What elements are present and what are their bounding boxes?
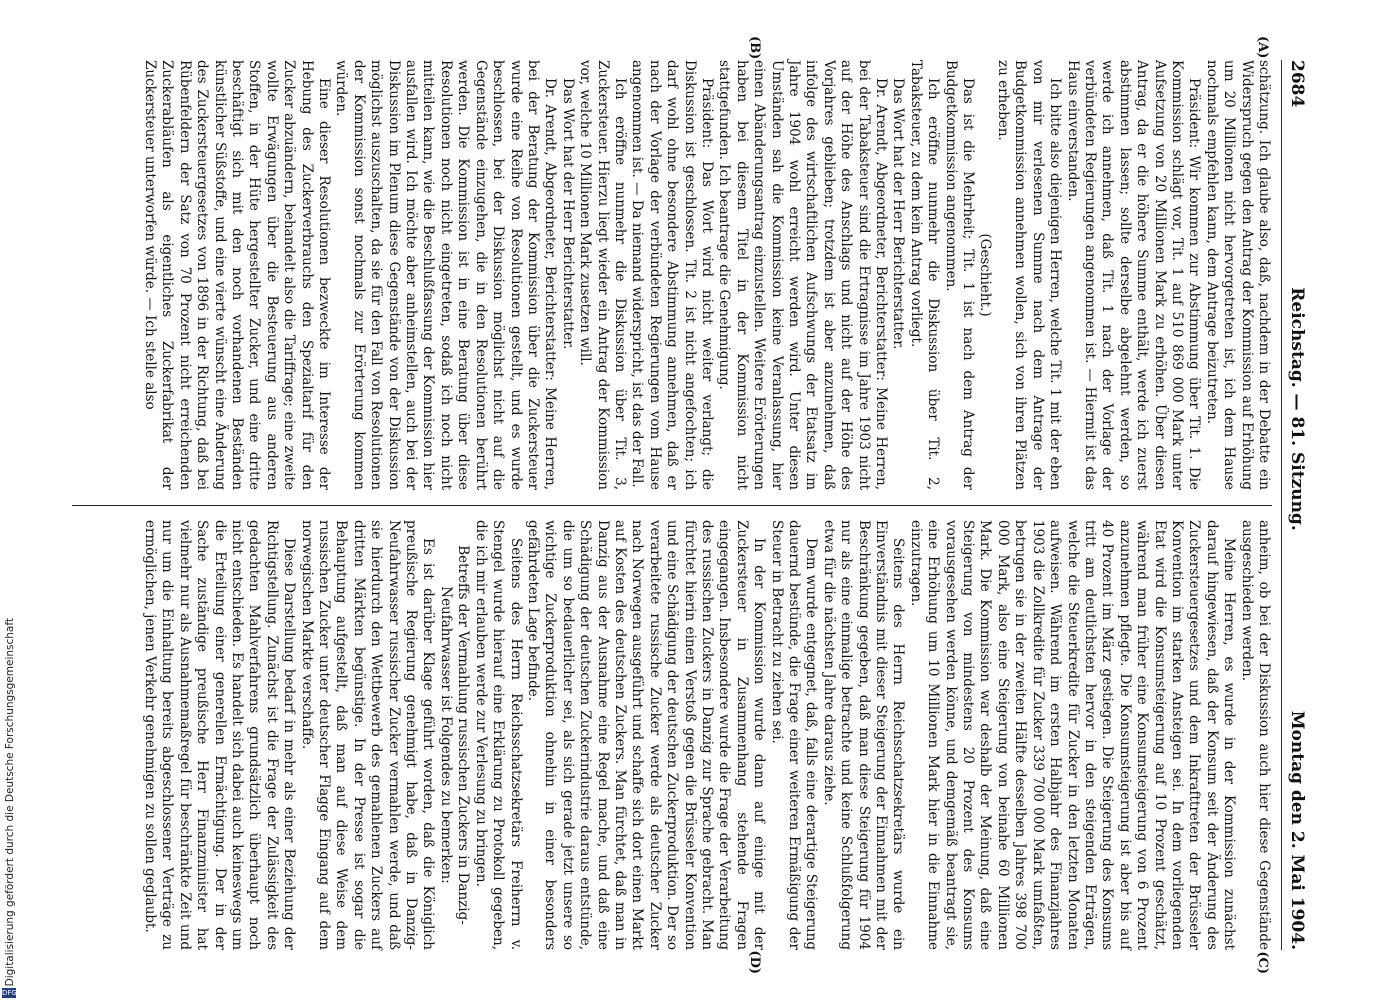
paragraph: Ich eröffne nunmehr die Diskussion über Tit. 3, Zuckersteuer. Hierzu liegt wieder ein Antrag der Kommission vor, welche 10 Millionen Mark zusetzen will. xyxy=(576,60,628,490)
paragraph: Seitens des Herrn Reichsschatzsekretärs Freiherrn v. Stengel wurde hierauf eine Erklärung zu Protokoll gegeben, die ich mir erlauben werde zur Verlesung zu bringen. xyxy=(472,520,524,950)
paragraph: Eine dieser Resolutionen bezweckte im Interesse der Hebung des Zuckerverbrauchs den Spezialtarif für den Zucker abzuändern, behandelt also die Tariffrage; eine zweite wollte Erwägungen über die Besteuerung aus anderen Stoffen, in der Hüte hergestellter Zucker, und eine dritte beschäftigt sich mit den noch vorhandenen Beständen künstlicher Süßstoffe, und eine vierte wünscht eine Änderung des Zuckersteuergesetzes von 1896 in der Richtung, daß bei Rübenfeldern der Satz von 70 Prozent nicht erreichenden Zuckerabläufen als eigentliches Zuckerfabrikat der Zuckersteuer unterworfen würde. — Ich stelle also xyxy=(141,60,332,490)
margin-marker-a: (A) xyxy=(1254,36,1270,59)
paragraph: Meine Herren, es wurde in der Kommission zunächst darauf hingewiesen, daß der Konsum seit der Änderung des Zuckersteuergesetzes und dem Inkrafttreten der Brüsseler Konvention im starken Ansteigen sei. In dem vorliegenden Etat wird die Konsumsteigerung auf 10 Prozent geschätzt, während man früher eine Konsumsteigerung von 6 Prozent anzunehmen pflegte. Die Konsumsteigerung ist aber bis auf 40 Prozent im März gestiegen. Die Steigerung des Konsums tritt am deutlichsten hervor in den steigenden Erträgen, welche die Steuerkredite für Zucker in den letzten Monaten aufweisen. Während im ersten Halbjahr des Finanzjahres 1903 die Zollkredite für Zucker 339 700 000 Mark umfaßten, betrugen sie in der zweiten Hälfte desselben Jahres 398 700 000 Mark, also eine Steigerung von beinahe 60 Millionen Mark. Die Kommission war deshalb der Meinung, daß eine Steigerung von mindestens 20 Prozent des Konsums vorausgesehen werden könne, und demgemäß beantragt sie, eine Erhöhung um 10 Millionen Mark hier in die Einnahme einzutragen. xyxy=(907,520,1237,950)
page-header xyxy=(1281,60,1312,950)
margin-marker-b: (B) xyxy=(746,36,762,60)
paragraph: Das Wort hat der Herr Berichterstatter. xyxy=(559,78,576,350)
paragraph: Das Wort hat der Herr Berichterstatter. xyxy=(889,78,906,350)
paragraph: (Geschieht.) xyxy=(977,233,993,317)
session-title: Reichstag. — 81. Sitzung. xyxy=(1286,287,1307,531)
paragraph: schätzung. Ich glaube also, daß, nachdem in der Debatte ein Widerspruch gegen den Antrag der Kommission auf Erhöhung um 20 Millionen nicht hervorgetreten ist, ich dem Hause nochmals empfehlen kann, dem Antrage beizutreten. xyxy=(1203,60,1272,490)
digitization-credit: Digitalisierung gefördert durch die Deutsche Forschungsgemeinschaft xyxy=(4,617,16,986)
paragraph: Ich bitte also diejenigen Herren, welche Tit. 1 mit der eben von mir verlesenen Summe nach dem Antrage der Budgetkommission annehmen wollen, sich von ihren Plätzen zu erheben. xyxy=(994,60,1063,490)
paragraph: Es ist darüber Klage geführt worden, daß die Königlich preußische Regierung genehmigt habe, daß in Danzig-Neufahrwasser russischer Zucker vermahlen werde, und daß sie hierdurch den Wettbewerb des gemahlenen Zuckers auf dritten Märkten begünstige. In der Presse ist sogar die Behauptung aufgestellt, daß man auf diese Weise dem russischen Zucker unter deutscher Flagge Eingang auf dem norwegischen Markte verschaffe. xyxy=(298,520,436,950)
paragraph: In der Kommission wurde dann auf einige mit der Zuckersteuer in Zusammenhang stehende Fragen eingegangen. Insbesondere wurde die Frage der Verarbeitung des russischen Zuckers in Danzig zur Sprache gebracht. Man fürchtet hierin einen Verstoß gegen die Brüsseler Konvention und eine Schädigung der deutschen Zuckerproduktion. Der so verarbeitete russische Zucker werde als deutscher Zucker nach Norwegen ausgeführt und schaffe sich dort einen Markt auf Kosten des deutschen Zuckers. Man fürchtet, daß man in Danzig aus der Ausnahme eine Regel mache, und daß eine Schädigung der deutschen Zuckerindustrie daraus entstünde, die um so bedauerlicher sei, als sich gerade jetzt unsere so wichtige Zuckerproduktion ohnehin in einer besonders gefährdeten Lage befinde. xyxy=(524,520,767,950)
paragraph: Diese Darstellung bedarf in mehr als einer Beziehung der Richtigstellung. Zunächst ist die Frage der Zulässigkeit des gedachten Mahlverfahrens grundsätzlich überhaupt noch nicht entschieden. Es handelt sich dabei auch keineswegs um die Erteilung einer generellen Ermächtigung. Der in der Sache zuständige preußische Herr Finanzminister hat vielmehr nur als Ausnahmemaßregel für beschränkte Zeit und nur um die Einhaltung bereits abgeschlossener Verträge zu ermöglichen, jenen Verkehr genehmigen zu sollen geglaubt. xyxy=(141,520,297,950)
paragraph: Seitens des Herrn Reichsschatzsekretärs wurde ein Einverständnis mit dieser Steigerung der Einnahmen mit der Beschränkung gegeben, daß man diese Steigerung für 1904 nur als eine einmalige betrachte und keine Schlußfolgerung etwa für die nächsten Jahre daraus ziehe. xyxy=(820,520,906,950)
paragraph: anheim, ob bei der Diskussion auch hier diese Gegenstände ausgeschieden werden. xyxy=(1238,520,1272,950)
paragraph: Präsident: Das Wort wird nicht weiter verlangt; die Diskussion ist geschlossen. Tit. 2 ist nicht angefochten; ich darf wohl ohne besondere Abstimmung annehmen, daß er nach der Vorlage der verbündeten Regierungen vom Hause angenommen ist. — Da niemand widerspricht, ist das der Fall. xyxy=(628,60,715,490)
paragraph: Dr. Arendt, Abgeordneter, Berichterstatter: Meine Herren, bei der Tabaksteuer sind die Ertragnisse im Jahre 1903 nicht auf der Höhe des Anschlags und nicht auf der Höhe des Vorjahres geblieben; trotzdem ist aber anzunehmen, daß infolge des wirtschaftlichen Aufschwungs der Etatsatz im Jahre 1904 wohl erreicht werden wird. Unter diesen Umständen sah die Kommission keine Veranlassung, hier einen Abänderungsantrag einzustellen. Weitere Erörterungen haben bei diesem Titel in der Kommission nicht stattgefunden. Ich beantrage die Genehmigung. xyxy=(715,60,889,490)
paragraph: Dr. Arendt, Abgeordneter, Berichterstatter: Meine Herren, bei der Beratung der Kommission über die Zuckersteuer wurde eine Reihe von Resolutionen gestellt, und es wurde beschlossen, bei der Diskussion möglichst nicht auf die Gegenstände einzugehen, die in den Resolutionen berührt werden. Die Kommission ist in eine Beratung über diese Resolutionen noch nicht eingetreten, sodaß ich noch nicht mitteilen kann, wie die Beschlußfassung der Kommission hier ausfallen wird. Ich möchte aber anheimstellen, auch bei der Diskussion im Plenum diese Gegenstände von der Diskussion möglichst auszuschalten, da sie für den Fall von Resolutionen der Kommission sonst nochmals zur Erörterung kommen würden. xyxy=(332,60,558,490)
paragraph: Betreffs der Vermahlung russischen Zuckers in Danzig-Neufahrwasser ist Folgendes zu bemerken: xyxy=(437,545,471,925)
margin-marker-c: (C) xyxy=(1254,951,1270,974)
session-date: Montag den 2. Mai 1904. xyxy=(1286,710,1307,950)
paragraph: Dem wurde entgegnet, daß, falls eine derartige Steigerung dauernd bestünde, die Frage einer weiteren Ermäßigung der Steuer in Betracht zu ziehen sei. xyxy=(768,520,819,950)
dfg-logo: DFG xyxy=(2,989,17,997)
document-page xyxy=(62,30,1322,974)
paragraph: Präsident: Wir kommen zur Abstimmung über Tit. 1. Die Kommission schlägt vor, Tit. 1 auf 510 869 000 Mark unter Aufsetzung von 20 Millionen Mark zu erhöhen. Über diesen Antrag, da er die höhere Summe enthält, werde ich zuerst abstimmen lassen; sollte derselbe abgelehnt werden, so werde ich annehmen, daß Tit. 1 nach der Vorlage der verbündeten Regierungen angenommen ist. — Hiermit ist das Haus einverstanden. xyxy=(1064,60,1202,490)
right-column xyxy=(72,520,1272,950)
paragraph: Das ist die Mehrheit; Tit. 1 ist nach dem Antrag der Budgetkommission angenommen. xyxy=(942,60,976,490)
margin-marker-d: (D) xyxy=(746,950,762,974)
column-divider xyxy=(72,505,1272,506)
left-column xyxy=(72,60,1272,490)
page-number: 2684 xyxy=(1286,60,1307,108)
paragraph: Ich eröffne nunmehr die Diskussion über Tit. 2, Tabaksteuer, zu dem kein Antrag vorliegt. xyxy=(907,60,941,490)
